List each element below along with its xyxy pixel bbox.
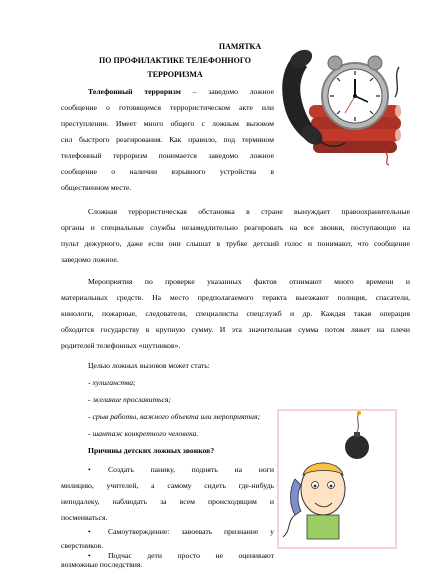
reason3-line-2: возможные последствия. [61, 560, 143, 569]
reasons-heading: Причины детских ложных звонков? [88, 446, 215, 455]
goals-item-1: - хулиганства; [88, 378, 136, 387]
paragraph2-line-4: заведомо ложное. [61, 255, 119, 264]
reason3-line-1-text: Подчас дети просто не оценивают [108, 551, 274, 560]
intro-line-4: сил быстрого реагирования. Как правило, под термином [61, 135, 274, 144]
reason2-line-2: сверстников. [61, 541, 103, 550]
reason2-line-1 [88, 526, 274, 537]
reason2-line-1-text: Самоутверждение: завоевать признание у [108, 527, 274, 536]
paragraph3-line-4: обходится государству в крупную сумму. И эта значительная сумма потом ляжет на плечи [61, 325, 410, 334]
reason1-line-3: неподалеку, наблюдать за всем происходящим и [61, 497, 274, 506]
child-phone-illustration [277, 409, 397, 549]
goals-item-4: - шантаж конкретного человека. [88, 429, 199, 438]
intro-term: Телефонный терроризм [88, 87, 181, 96]
paragraph3-line-5: родителей телефонных «шутников». [61, 341, 181, 350]
phone-bomb-illustration [275, 47, 403, 167]
paragraph2-line-1: Сложная террористическая обстановка в стране вынуждает правоохранительные [88, 207, 410, 216]
intro-line-7: общественном месте. [61, 183, 132, 192]
intro-line-6: сообщение о наличии взрывного устройства в [61, 167, 274, 176]
paragraph3-line-3: кинологи, пожарные, следователи, специалисты спецслужб и др. Каждая такая операция [61, 309, 410, 318]
reason1-line-2: милицию, учителей, а самому сидеть где-нибудь [61, 481, 274, 490]
paragraph3-line-2: материальных средств. На место предполагаемого теракта выезжают полиция, спасатели, [61, 293, 410, 302]
paragraph3-line-1: Мероприятия по проверке указанных фактов отнимают много времени и [88, 277, 410, 286]
bullet-icon: • [88, 527, 91, 536]
reason1-line-1 [88, 464, 274, 475]
reason3-line-1 [88, 551, 274, 560]
goals-item-2: - желание прославиться; [88, 395, 172, 404]
bullet-icon: • [88, 465, 91, 474]
reason1-line-4: посмеиваться. [61, 513, 108, 522]
title-line-3: ТЕРРОРИЗМА [147, 70, 203, 79]
intro-line-1-rest: – заведомо ложное [180, 87, 274, 96]
paragraph2-line-2: органы и специальные службы незамедлительно реагировать на все звонки, поступающие на [61, 223, 410, 232]
intro-line-2: сообщение о готовящемся террористическом акте или [61, 103, 274, 112]
alarm-clock-icon [322, 56, 388, 129]
goals-item-3: - срыв работы, важного объекта или мероприятия; [88, 412, 261, 421]
intro-line-1 [88, 86, 274, 97]
intro-line-3: преступлении. Имеет много общего с ложным вызовом [61, 119, 274, 128]
paragraph2-line-3: пульт дежурного, даже если они слышат в трубке детский голос и понимают, что сообщение [61, 239, 410, 248]
title-line-1: ПАМЯТКА [218, 42, 262, 51]
bullet-icon: • [88, 551, 91, 560]
title-line-2: ПО ПРОФИЛАКТИКЕ ТЕЛЕФОННОГО [99, 56, 251, 65]
child-face-icon [301, 463, 345, 539]
goals-heading: Целью ложных вызовов может стать: [88, 361, 210, 370]
reason1-line-1-text: Создать панику, поднять на ноги [108, 465, 274, 474]
intro-line-5: телефонный терроризм понимается заведомо ложное [61, 151, 274, 160]
